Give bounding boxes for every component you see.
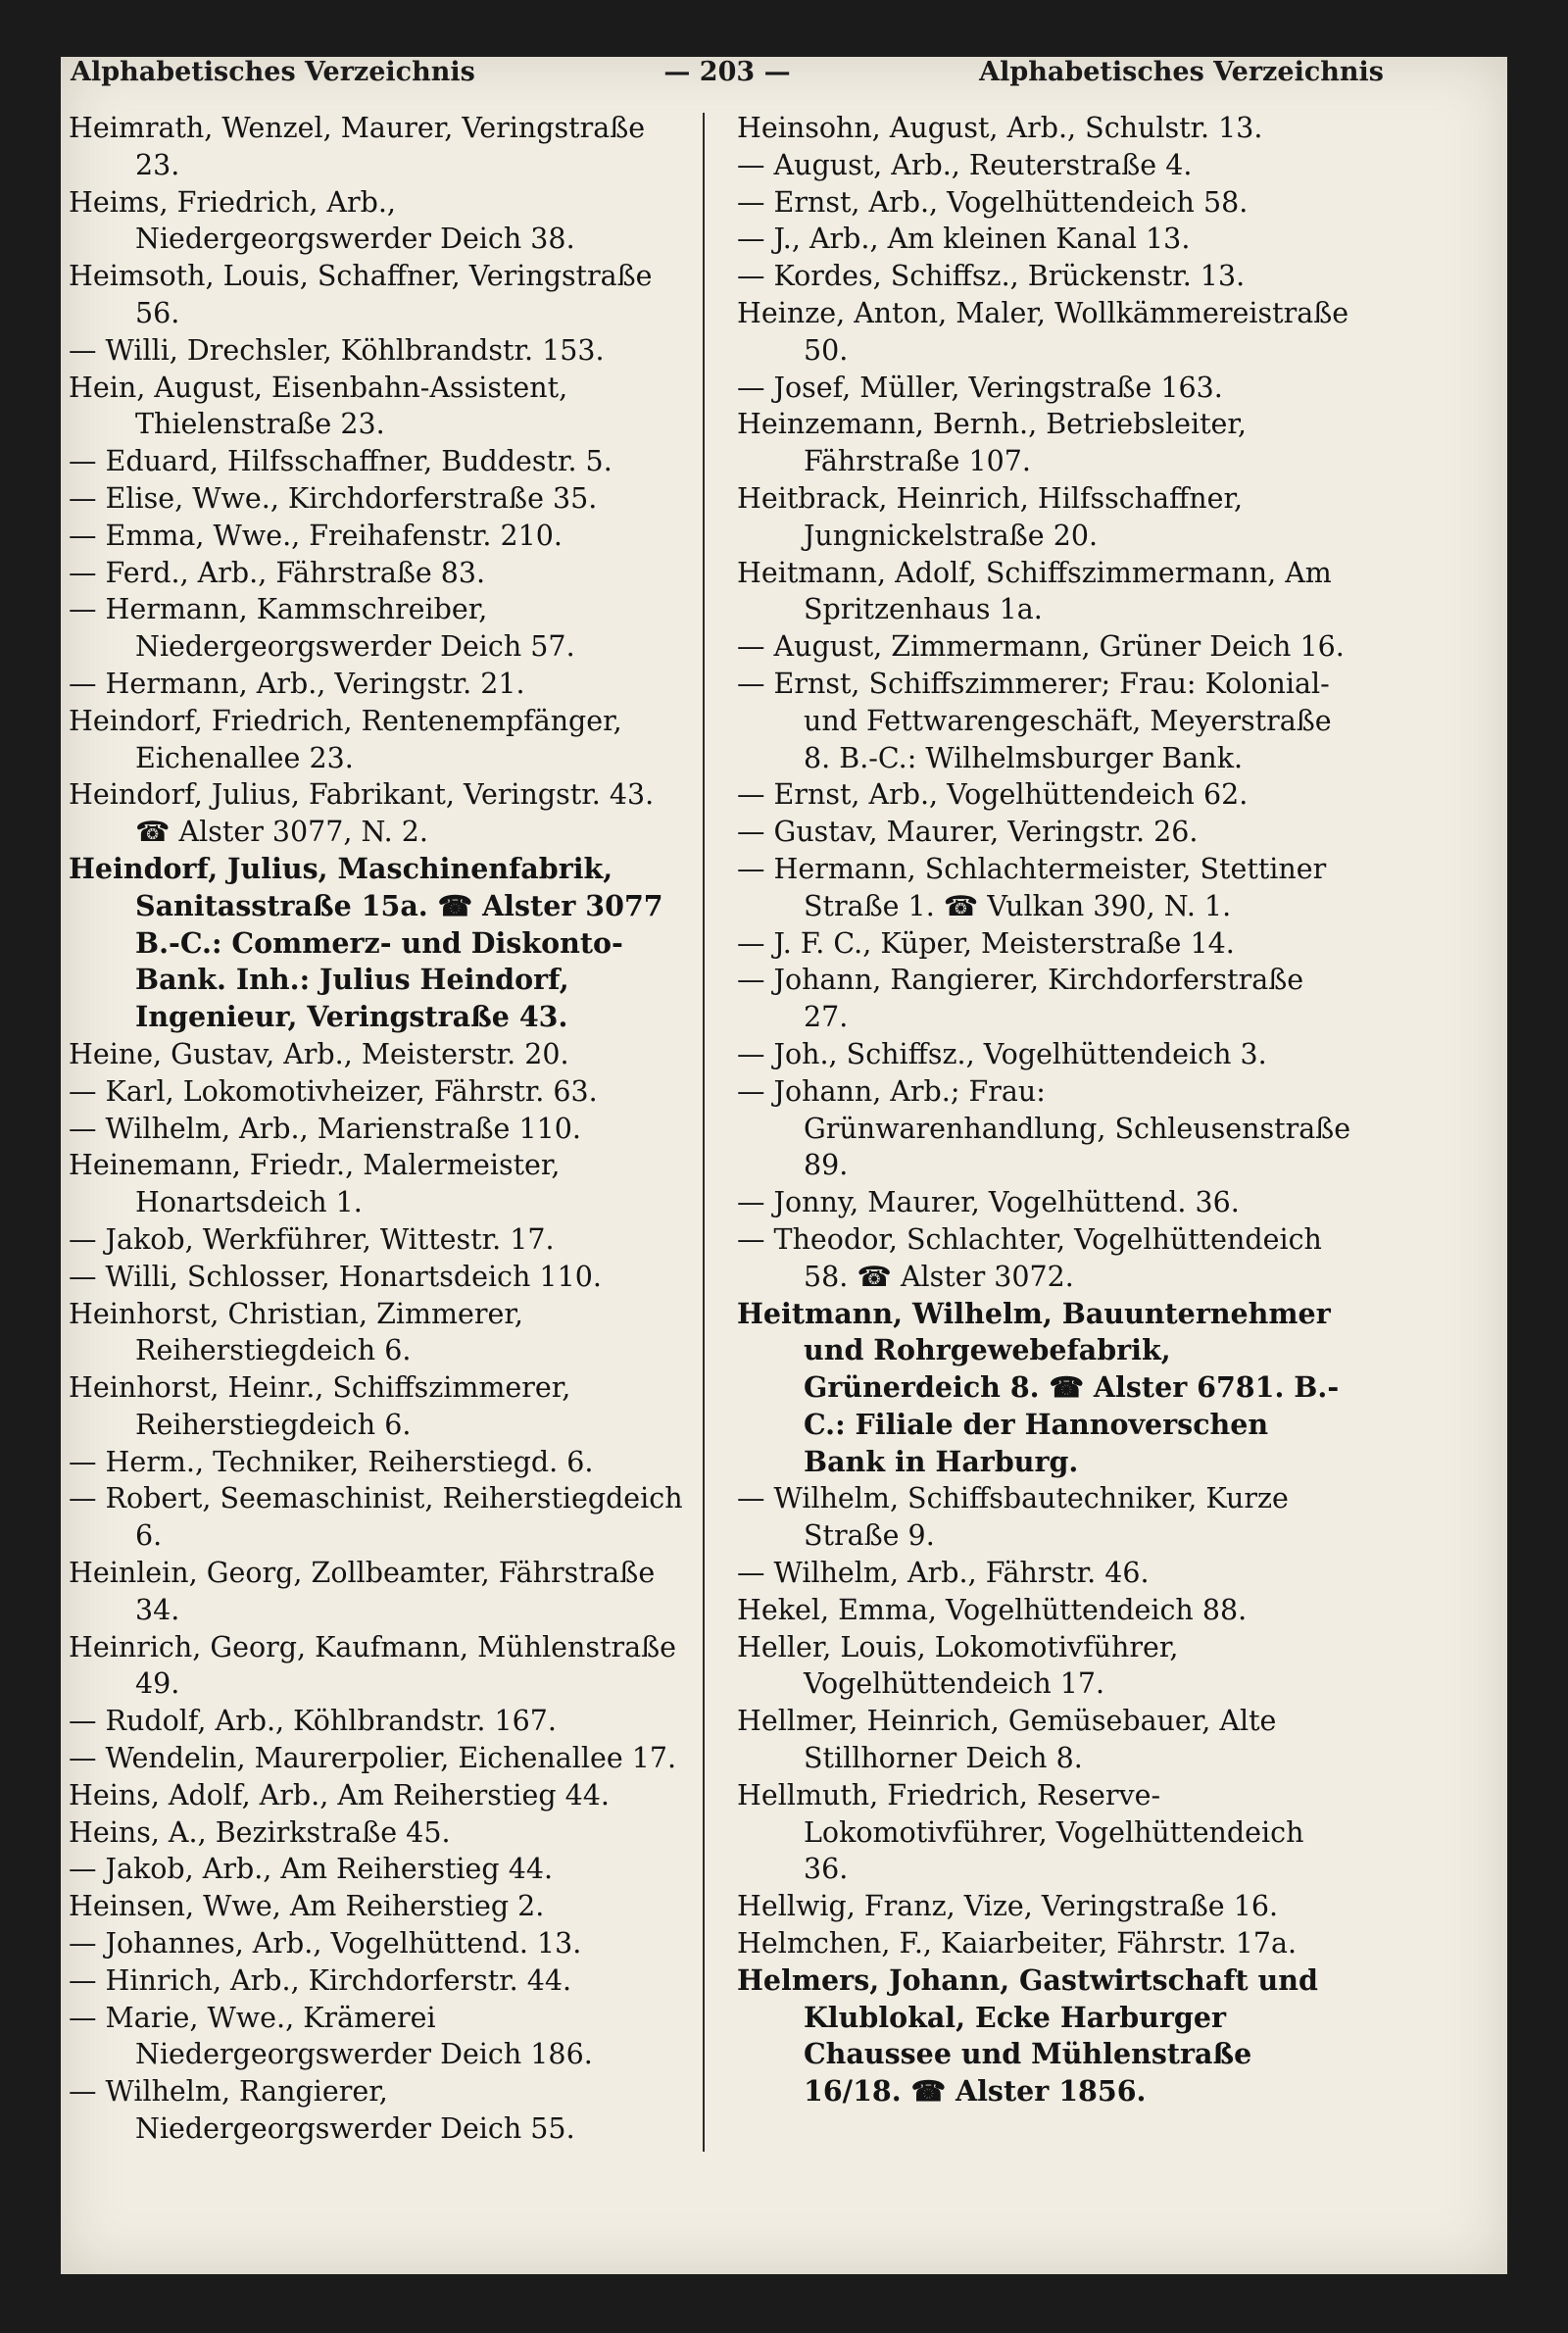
directory-entry: — Wilhelm, Schiffsbautechniker, Kurze Straße 9. (737, 1482, 1289, 1553)
directory-entry: Hellmuth, Friedrich, Reserve-Lokomotivführer, Vogelhüttendeich 36. (737, 1778, 1304, 1886)
directory-entry: — Jonny, Maurer, Vogelhüttend. 36. (737, 1186, 1240, 1219)
directory-entry: — Joh., Schiffsz., Vogelhüttendeich 3. (737, 1037, 1267, 1070)
directory-entry: Heins, A., Bezirkstraße 45. (69, 1815, 451, 1849)
directory-entry: Hellmer, Heinrich, Gemüsebauer, Alte Stillhorner Deich 8. (737, 1705, 1277, 1775)
directory-entry: — Kordes, Schiffsz., Brückenstr. 13. (737, 260, 1246, 293)
directory-entry: — Gustav, Maurer, Veringstr. 26. (737, 816, 1199, 849)
directory-entry: Heins, Adolf, Arb., Am Reiherstieg 44. (69, 1778, 610, 1812)
directory-entry: — Ferd., Arb., Fährstraße 83. (69, 556, 486, 589)
directory-entry: — J. F. C., Küper, Meisterstraße 14. (737, 926, 1235, 960)
directory-entry: — Wilhelm, Arb., Fährstr. 46. (737, 1557, 1150, 1590)
directory-entry: — Jakob, Arb., Am Reiherstieg 44. (69, 1853, 554, 1886)
directory-entry: Heinhorst, Christian, Zimmerer, Reiherstiegdeich 6. (69, 1297, 523, 1367)
header-left-title: Alphabetisches Verzeichnis (71, 57, 475, 87)
directory-entry: — Hermann, Kammschreiber, Niedergeorgswerder Deich 57. (69, 593, 575, 664)
directory-entry: — Elise, Wwe., Kirchdorferstraße 35. (69, 481, 598, 515)
directory-entry: Heinemann, Friedr., Malermeister, Honartsdeich 1. (69, 1149, 561, 1219)
directory-entry: — Eduard, Hilfsschaffner, Buddestr. 5. (69, 445, 612, 478)
directory-entry: Hekel, Emma, Vogelhüttendeich 88. (737, 1593, 1248, 1626)
directory-entry: — Jakob, Werkführer, Wittestr. 17. (69, 1222, 555, 1256)
directory-entry: Heitmann, Wilhelm, Bauunternehmer und Rohrgewebefabrik, Grünerdeich 8. ☎ Alster 6781. B.-C.: Filiale der Hannoverschen Bank in Harburg. (737, 1296, 1340, 1478)
directory-entry: — Wilhelm, Arb., Marienstraße 110. (69, 1112, 581, 1145)
directory-entry: Helmchen, F., Kaiarbeiter, Fährstr. 17a. (737, 1927, 1298, 1961)
running-header (71, 57, 1384, 96)
directory-entry: — August, Zimmermann, Grüner Deich 16. (737, 630, 1345, 664)
left-column (69, 110, 688, 2148)
directory-entry: Heinlein, Georg, Zollbeamter, Fährstraße 34. (69, 1557, 656, 1626)
directory-entry: — Johann, Rangierer, Kirchdorferstraße 27. (737, 964, 1304, 1034)
directory-entry: Heimsoth, Louis, Schaffner, Veringstraße 56. (69, 260, 653, 329)
directory-entry: Heims, Friedrich, Arb., Niedergeorgswerder Deich 38. (69, 185, 575, 256)
directory-entry: — Hermann, Schlachtermeister, Stettiner Straße 1. ☎ Vulkan 390, N. 1. (737, 852, 1327, 922)
directory-entry: Hellwig, Franz, Vize, Veringstraße 16. (737, 1890, 1279, 1923)
directory-entry: Heindorf, Julius, Fabrikant, Veringstr. 43. ☎ Alster 3077, N. 2. (69, 778, 655, 849)
directory-entry: — Johannes, Arb., Vogelhüttend. 13. (69, 1927, 582, 1961)
column-divider (703, 113, 705, 2152)
directory-entry: Heinzemann, Bernh., Betriebsleiter, Fährstraße 107. (737, 408, 1247, 478)
directory-entry: — Hinrich, Arb., Kirchdorferstr. 44. (69, 1963, 572, 1997)
directory-entry: — Josef, Müller, Veringstraße 163. (737, 371, 1223, 404)
directory-entry: Helmers, Johann, Gastwirtschaft und Klublokal, Ecke Harburger Chaussee und Mühlenstraße 16/18. ☎ Alster 1856. (737, 1962, 1318, 2109)
directory-entry: — August, Arb., Reuterstraße 4. (737, 148, 1193, 181)
directory-entry: — Willi, Schlosser, Honartsdeich 110. (69, 1260, 602, 1293)
directory-entry: — Ernst, Arb., Vogelhüttendeich 58. (737, 185, 1249, 219)
directory-entry: — Willi, Drechsler, Köhlbrandstr. 153. (69, 333, 605, 367)
directory-entry: — Rudolf, Arb., Köhlbrandstr. 167. (69, 1705, 557, 1738)
directory-entry: Hein, August, Eisenbahn-Assistent, Thielenstraße 23. (69, 371, 568, 441)
directory-entry: — Wilhelm, Rangierer, Niedergeorgswerder Deich 55. (69, 2075, 575, 2146)
directory-entry: — Johann, Arb.; Frau: Grünwarenhandlung, Schleusenstraße 89. (737, 1074, 1351, 1182)
directory-entry: Heinze, Anton, Maler, Wollkämmereistraße 50. (737, 296, 1349, 367)
directory-entry: Heitbrack, Heinrich, Hilfsschaffner, Jungnickelstraße 20. (737, 481, 1244, 552)
directory-entry: Heine, Gustav, Arb., Meisterstr. 20. (69, 1037, 569, 1070)
directory-entry: Heinsen, Wwe, Am Reiherstieg 2. (69, 1890, 545, 1923)
directory-entry: Heitmann, Adolf, Schiffszimmermann, Am Spritzenhaus 1a. (737, 556, 1332, 626)
directory-entry: Heindorf, Julius, Maschinenfabrik, Sanitasstraße 15a. ☎ Alster 3077 B.-C.: Commerz- und Diskonto-Bank. Inh.: Julius Heindorf, Ingenieur, Veringstraße 43. (69, 851, 663, 1034)
directory-entry: — Robert, Seemaschinist, Reiherstiegdeich 6. (69, 1482, 683, 1553)
directory-entry: — Ernst, Schiffszimmerer; Frau: Kolonial- und Fettwarengeschäft, Meyerstraße 8. B.-C.: Wilhelmsburger Bank. (737, 667, 1332, 774)
directory-entry: Heinhorst, Heinr., Schiffszimmerer, Reiherstiegdeich 6. (69, 1371, 571, 1441)
directory-entry: Heinrich, Georg, Kaufmann, Mühlenstraße 49. (69, 1630, 677, 1701)
directory-entry: — J., Arb., Am kleinen Kanal 13. (737, 223, 1191, 256)
directory-entry: — Karl, Lokomotivheizer, Fährstr. 63. (69, 1074, 598, 1108)
directory-entry: — Marie, Wwe., Krämerei Niedergeorgswerder Deich 186. (69, 2001, 593, 2071)
directory-entry: — Herm., Techniker, Reiherstiegd. 6. (69, 1445, 594, 1478)
directory-entry: — Emma, Wwe., Freihafenstr. 210. (69, 519, 563, 552)
directory-entry: Heinsohn, August, Arb., Schulstr. 13. (737, 112, 1263, 144)
directory-entry: — Theodor, Schlachter, Vogelhüttendeich 58. ☎ Alster 3072. (737, 1222, 1322, 1293)
directory-entry: Heller, Louis, Lokomotivführer, Vogelhüttendeich 17. (737, 1630, 1179, 1701)
directory-entry: Heimrath, Wenzel, Maurer, Veringstraße 23. (69, 112, 646, 181)
right-column (737, 110, 1356, 2110)
page-number: — 203 — (663, 57, 791, 87)
directory-entry: — Hermann, Arb., Veringstr. 21. (69, 667, 525, 700)
header-right-title: Alphabetisches Verzeichnis (979, 57, 1384, 87)
directory-entry: — Ernst, Arb., Vogelhüttendeich 62. (737, 778, 1249, 812)
directory-entry: Heindorf, Friedrich, Rentenempfänger, Eichenallee 23. (69, 704, 622, 774)
directory-entry: — Wendelin, Maurerpolier, Eichenallee 17. (69, 1742, 677, 1775)
